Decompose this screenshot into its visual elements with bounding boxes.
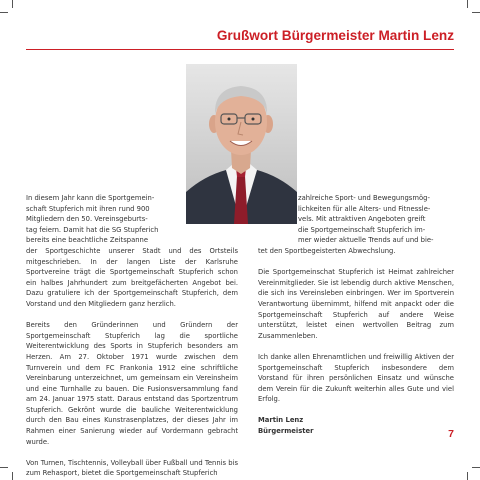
crop-mark [467,0,468,8]
crop-mark [472,12,480,13]
crop-mark [12,0,13,8]
crop-mark [0,12,8,13]
text-line: die Sportgemeinschaft Stupferich im- [298,225,426,234]
text-line: schaft Stupferich mit ihren rund 900 [26,204,150,213]
text-line: lichkeiten für alle Alters- und Fitnessle- [298,204,431,213]
paragraph: der Sportgeschichte unserer Stadt und des Ortsteils mitgeschrieben. In der langen Liste der Karlsruhe Sportvereine trägt die Sportgemeinschaft Stupferich schon ein halbes Jahrhundert zum breitgefächerten Angebot bei. Dazu gratuliere ich der Sportgemeinschaft Stupferich, dem Vorstand und den Mitgliedern ganz herzlich. [26,246,238,308]
text-line: vels. Mit attraktiven Angeboten greift [298,215,426,224]
signature-role: Bürgermeister [258,427,314,436]
paragraph: Ich danke allen Ehrenamtlichen und freiwillig Aktiven der Sportgemeinschaft Stupferich insbesondere dem Vorstand für ihren persönlichen Einsatz und wünsche dem Verein für die Zukunft weiterhin alles Gute und viel Erfolg. [258,352,454,404]
crop-mark [472,467,480,468]
right-column [258,193,454,437]
paragraph: tet den Sportbegeisterten Abwechslung. [258,246,396,255]
crop-mark [12,472,13,480]
crop-mark [467,472,468,480]
signature-name: Martin Lenz [258,416,304,425]
page-title: Grußwort Bürgermeister Martin Lenz [216,28,454,43]
text-line: mer wieder aktuelle Trends auf und bie- [298,236,434,245]
text-line: bereits eine beachtliche Zeitspanne [26,236,149,245]
left-column [26,193,238,479]
title-rule [26,49,454,50]
text-line: tag feiern. Damit hat die SG Stupferich [26,225,159,234]
paragraph: Bereits den Gründerinnen und Gründern der Sportgemeinschaft Stupferich lag die sportliche Weiterentwicklung des Sports in Stupferich besonders am Herzen. Am 27. Oktober 1971 wurde zwischen dem Turnverein und dem FC Frankonia 1912 eine schriftliche Vereinbarung unterzeichnet, um gemeinsam ein Vereinsheim und eine Turnhalle zu bauen. Die Fusionsversammlung fand am 24. Januar 1975 statt. Daraus entstand das Sportzentrum Stupferich. Gekrönt wurde die bauliche Weiterentwicklung durch den Bau eines Kunstrasenplatzes, der dieses Jahr im Rahmen einer Sanierung wieder auf Vordermann gebracht wurde. [26,321,238,446]
paragraph: Von Turnen, Tischtennis, Volleyball über Fußball und Tennis bis zum Rehasport, bietet die Sportgemeinschaft Stupferich [26,458,238,478]
text-line: Mitgliedern den 50. Vereinsgeburts- [26,215,148,224]
paragraph: Die Sportgemeinschat Stupferich ist Heimat zahlreicher Vereinmitglieder. Sie ist lebendig durch aktive Menschen, die sich ins Vereinsleben einbringen. Wer im Sportverein Verantwortung übernimmt, hilfend mit anpackt oder die Sportgemeinschaft Stupferich auf andere Weise unterstützt, leistet einen wertvollen Beitrag zum Zusammenleben. [258,268,454,340]
page-number: 7 [448,428,454,440]
text-line: In diesem Jahr kann die Sportgemein- [26,194,155,202]
text-line: zahlreiche Sport- und Bewegungsmög- [298,194,430,202]
crop-mark [0,467,8,468]
